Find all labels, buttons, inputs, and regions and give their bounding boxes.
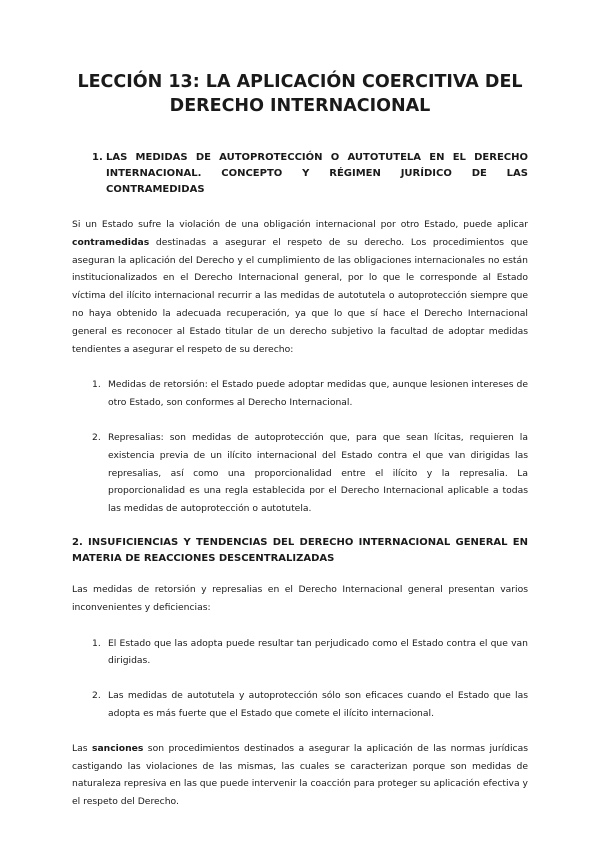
section-1-heading [92, 150, 528, 198]
list-item [72, 687, 528, 723]
sanciones-paragraph [72, 740, 528, 811]
list-item-number: 1. [92, 379, 101, 391]
section-1-paragraph-start: Si un Estado sufre la violación de una obligación internacional por otro Estado, puede aplicar [72, 219, 528, 230]
contramedidas-term: contramedidas [72, 236, 150, 248]
section-2-heading: 2. INSUFICIENCIAS Y TENDENCIAS DEL DERECHO INTERNACIONAL GENERAL EN MATERIA DE REACCIONES DESCENTRALIZADAS [72, 536, 528, 564]
section-1-heading-text: LAS MEDIDAS DE AUTOPROTECCIÓN O AUTOTUTELA EN EL DERECHO INTERNACIONAL. CONCEPTO Y RÉGIMEN JURÍDICO DE LAS CONTRAMEDIDAS [106, 152, 528, 195]
list-item-number: 1. [92, 637, 101, 649]
sanciones-paragraph-start: Las [72, 742, 88, 754]
list-item-text: Medidas de retorsión: el Estado puede adoptar medidas que, aunque lesionen intereses de otro Estado, son conformes al Derecho Internacional. [108, 379, 528, 409]
section-2-list [72, 635, 528, 723]
list-item-text: El Estado que las adopta puede resultar tan perjudicado como el Estado contra el que van dirigidas. [108, 637, 528, 667]
section-1-paragraph-rest: destinadas a asegurar el respeto de su derecho. Los procedimientos que aseguran la aplicación del Derecho y el cumplimiento de las obligaciones internacionales no están institucionalizados en el Derecho Internacional general, por lo que le corresponde al Estado víctima del ilícito internacional recurrir a las medidas de autotutela o autoprotección siempre que no haya obtenido la adecuada recuperación, ya que lo que sí hace el Derecho Internacional general es reconocer al Estado titular de un derecho subjetivo la facultad de adoptar medidas tendientes a asegurar el respeto de su derecho: [72, 236, 528, 355]
list-item-text: Represalias: son medidas de autoprotección que, para que sean lícitas, requieren la existencia previa de un ilícito internacional del Estado contra el que van dirigidas las represalias, así como una proporcionalidad entre el ilícito y la represalia. La proporcionalidad es una regla establecida por el Derecho Internacional aplicable a todas las medidas de autoprotección o autotutela. [108, 431, 528, 515]
sanciones-term: sanciones [91, 742, 144, 754]
list-item [72, 376, 528, 412]
section-2-intro: Las medidas de retorsión y represalias en el Derecho Internacional general presentan varios inconvenientes y deficiencias: [72, 583, 528, 613]
list-item-number: 2. [92, 431, 101, 443]
list-item-number: 2. [92, 690, 101, 702]
section-1-number: 1. [92, 152, 103, 163]
sanciones-paragraph-rest: son procedimientos destinados a asegurar la aplicación de las normas jurídicas castigando las violaciones de las mismas, las cuales se caracterizan porque son medidas de naturaleza represiva en las que puede intervenir la coacción para proteger su aplicación efectiva y el respeto del Derecho. [72, 742, 528, 808]
page-title: LECCIÓN 13: LA APLICACIÓN COERCITIVA DEL DERECHO INTERNACIONAL [77, 72, 523, 116]
list-item [72, 429, 528, 518]
list-item [72, 635, 528, 671]
section-1-list [72, 376, 528, 518]
section-1-paragraph [72, 216, 528, 358]
list-item-text: Las medidas de autotutela y autoprotección sólo son eficaces cuando el Estado que las adopta es más fuerte que el Estado que comete el ilícito internacional. [108, 690, 528, 719]
